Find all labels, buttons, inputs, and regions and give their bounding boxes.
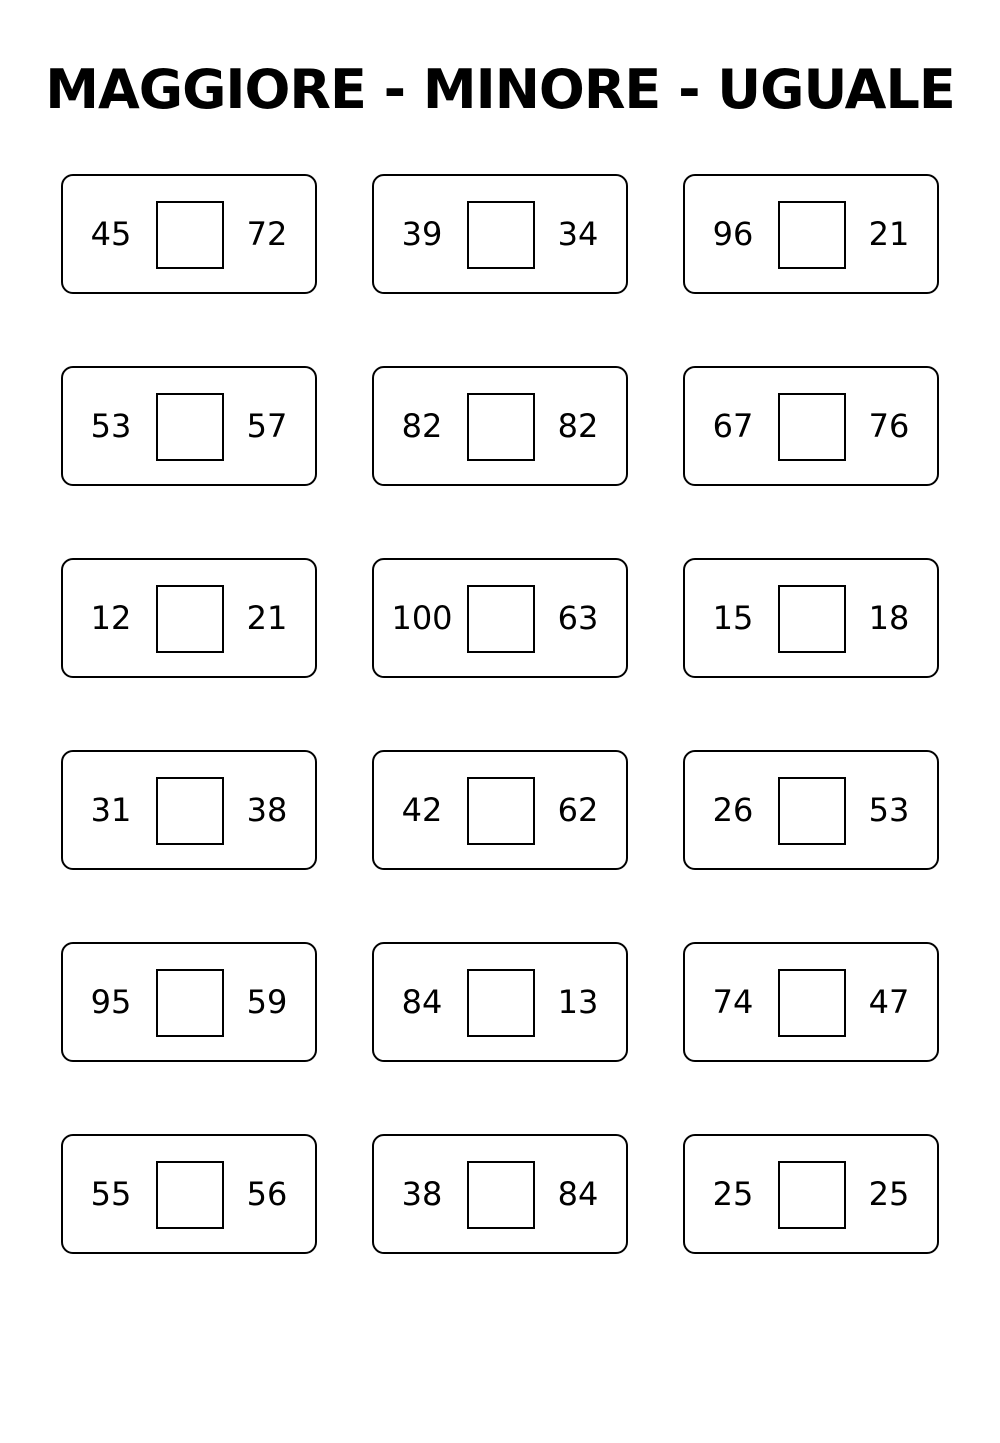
left-number: 12 [90,599,132,637]
left-number: 84 [401,983,443,1021]
right-number: 21 [246,599,288,637]
right-number: 56 [246,1175,288,1213]
comparison-card [61,750,317,870]
left-number: 31 [90,791,132,829]
answer-box[interactable] [467,777,535,845]
comparison-card [683,1134,939,1254]
comparison-card [372,366,628,486]
right-number: 34 [557,215,599,253]
answer-box[interactable] [156,1161,224,1229]
left-number: 55 [90,1175,132,1213]
left-number: 74 [712,983,754,1021]
answer-box[interactable] [467,969,535,1037]
left-number: 100 [391,599,453,637]
comparison-card [372,750,628,870]
answer-box[interactable] [156,777,224,845]
comparison-card [683,366,939,486]
answer-box[interactable] [778,393,846,461]
answer-box[interactable] [156,201,224,269]
right-number: 38 [246,791,288,829]
comparison-card [683,174,939,294]
answer-box[interactable] [156,585,224,653]
answer-box[interactable] [156,969,224,1037]
right-number: 57 [246,407,288,445]
right-number: 25 [868,1175,910,1213]
right-number: 63 [557,599,599,637]
right-number: 21 [868,215,910,253]
right-number: 76 [868,407,910,445]
left-number: 26 [712,791,754,829]
comparison-card [372,174,628,294]
comparison-card [61,942,317,1062]
answer-box[interactable] [467,393,535,461]
right-number: 82 [557,407,599,445]
right-number: 59 [246,983,288,1021]
comparison-card [372,1134,628,1254]
left-number: 45 [90,215,132,253]
answer-box[interactable] [778,777,846,845]
left-number: 67 [712,407,754,445]
comparison-card [61,558,317,678]
right-number: 13 [557,983,599,1021]
left-number: 38 [401,1175,443,1213]
right-number: 53 [868,791,910,829]
answer-box[interactable] [156,393,224,461]
left-number: 42 [401,791,443,829]
page-title: MAGGIORE - MINORE - UGUALE [45,58,955,121]
left-number: 25 [712,1175,754,1213]
comparison-card [372,558,628,678]
comparison-grid [61,174,939,1254]
left-number: 15 [712,599,754,637]
left-number: 39 [401,215,443,253]
right-number: 18 [868,599,910,637]
comparison-card [683,558,939,678]
answer-box[interactable] [467,201,535,269]
left-number: 95 [90,983,132,1021]
left-number: 82 [401,407,443,445]
left-number: 96 [712,215,754,253]
comparison-card [61,366,317,486]
comparison-card [372,942,628,1062]
answer-box[interactable] [778,201,846,269]
comparison-card [683,942,939,1062]
answer-box[interactable] [778,969,846,1037]
left-number: 53 [90,407,132,445]
answer-box[interactable] [467,585,535,653]
right-number: 84 [557,1175,599,1213]
answer-box[interactable] [778,585,846,653]
right-number: 62 [557,791,599,829]
comparison-card [61,174,317,294]
answer-box[interactable] [778,1161,846,1229]
right-number: 72 [246,215,288,253]
answer-box[interactable] [467,1161,535,1229]
comparison-card [61,1134,317,1254]
comparison-card [683,750,939,870]
right-number: 47 [868,983,910,1021]
